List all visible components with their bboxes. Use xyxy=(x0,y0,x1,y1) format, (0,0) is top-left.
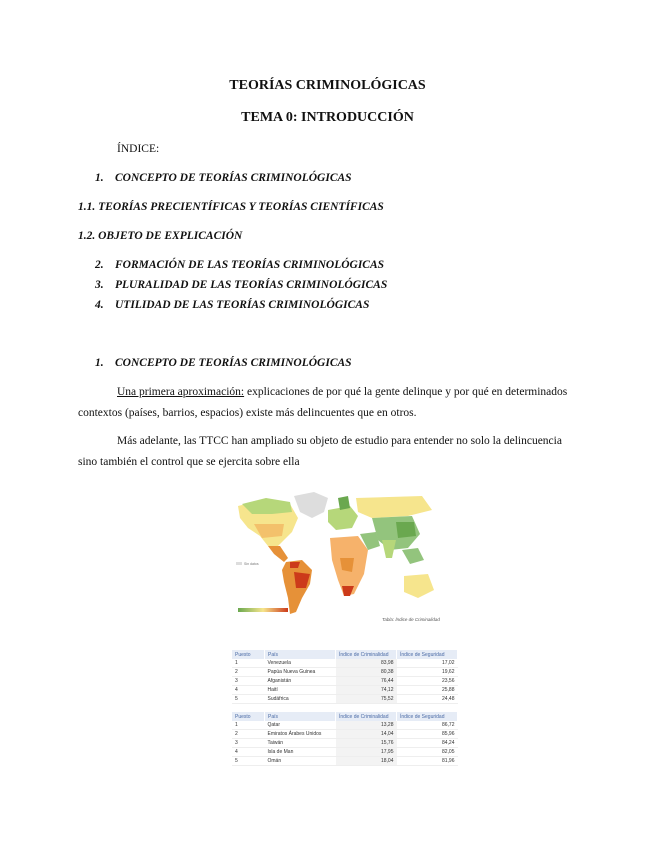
table-cell: 75,52 xyxy=(336,695,397,704)
index-item-number: 1. xyxy=(95,172,104,184)
paragraph-2-line-2: sino también el control que se ejercita sobre ella xyxy=(78,456,300,468)
table-cell: Sudáfrica xyxy=(265,695,336,704)
table-cell: 86,72 xyxy=(397,721,458,730)
table-cell: 3 xyxy=(232,677,265,686)
map-region-russia xyxy=(356,496,432,518)
paragraph-1-line-2: contextos (países, barrios, espacios) existe más delincuentes que en otros. xyxy=(78,407,417,419)
table-cell: 1 xyxy=(232,721,265,730)
table-cell: 5 xyxy=(232,757,265,766)
map-region-southeast-asia xyxy=(402,548,424,564)
table-cell: 4 xyxy=(232,686,265,695)
table-row xyxy=(232,659,458,668)
column-header: Índice de Criminalidad xyxy=(336,650,397,659)
index-item-text: UTILIDAD DE LAS TEORÍAS CRIMINOLÓGICAS xyxy=(115,299,370,311)
table-cell: 14,04 xyxy=(336,730,397,739)
table-cell: 13,28 xyxy=(336,721,397,730)
table-row xyxy=(232,677,458,686)
table-cell: 23,56 xyxy=(397,677,458,686)
table-cell: Afganistán xyxy=(265,677,336,686)
column-header: Índice de Criminalidad xyxy=(336,712,397,721)
table-cell: Omán xyxy=(265,757,336,766)
table-cell: 84,24 xyxy=(397,739,458,748)
map-region-india xyxy=(382,540,396,558)
table-cell: Haití xyxy=(265,686,336,695)
index-item-number: 4. xyxy=(95,299,104,311)
index-item-text: 1.2. OBJETO DE EXPLICACIÓN xyxy=(78,230,243,242)
index-item-text: FORMACIÓN DE LAS TEORÍAS CRIMINOLÓGICAS xyxy=(115,259,385,271)
table-row xyxy=(232,721,458,730)
paragraph-2-line-1: Más adelante, las TTCC han ampliado su objeto de estudio para entender no solo la delincuencia xyxy=(117,435,562,447)
index-item-number: 2. xyxy=(95,259,104,271)
paragraph-1-line-1 xyxy=(117,386,567,398)
table-row xyxy=(232,748,458,757)
map-caption: Tabla: Índice de Criminalidad xyxy=(382,617,440,622)
column-header: Índice de Seguridad xyxy=(397,712,458,721)
table-cell: 1 xyxy=(232,659,265,668)
table-cell: Papúa Nueva Guinea xyxy=(265,668,336,677)
section-number: 1. xyxy=(95,357,104,369)
table-cell: 3 xyxy=(232,739,265,748)
table-cell: 17,95 xyxy=(336,748,397,757)
table-row xyxy=(232,668,458,677)
index-item-text: PLURALIDAD DE LAS TEORÍAS CRIMINOLÓGICAS xyxy=(115,279,388,291)
column-header: Puesto xyxy=(232,712,265,721)
table-row xyxy=(232,739,458,748)
map-region-greenland xyxy=(294,492,328,518)
index-item-2 xyxy=(95,259,384,271)
table-cell: 2 xyxy=(232,668,265,677)
table-cell: 15,76 xyxy=(336,739,397,748)
index-item-text: 1.1. TEORÍAS PRECIENTÍFICAS Y TEORÍAS CIENTÍFICAS xyxy=(78,201,384,213)
section-heading-text: CONCEPTO DE TEORÍAS CRIMINOLÓGICAS xyxy=(115,357,352,369)
document-title: TEORÍAS CRIMINOLÓGICAS xyxy=(229,78,426,93)
map-region-europe xyxy=(328,506,358,530)
table-cell: Isla de Man xyxy=(265,748,336,757)
map-region-central-america xyxy=(268,546,288,562)
map-region-usa xyxy=(254,524,284,538)
map-legend-bar xyxy=(238,608,288,612)
table-cell: 85,96 xyxy=(397,730,458,739)
document-subtitle: TEMA 0: INTRODUCCIÓN xyxy=(241,110,414,125)
table-header-row xyxy=(232,712,458,721)
index-item-1 xyxy=(95,172,352,184)
table-cell: 83,98 xyxy=(336,659,397,668)
table-cell: 24,48 xyxy=(397,695,458,704)
table-cell: 82,05 xyxy=(397,748,458,757)
table-cell: 17,02 xyxy=(397,659,458,668)
map-region-australia xyxy=(404,574,434,598)
index-label: ÍNDICE: xyxy=(117,143,160,155)
index-item-number: 3. xyxy=(95,279,104,291)
table-row xyxy=(232,757,458,766)
index-item-text: CONCEPTO DE TEORÍAS CRIMINOLÓGICAS xyxy=(115,172,352,184)
table-cell: 74,12 xyxy=(336,686,397,695)
index-item-1-2 xyxy=(78,230,242,242)
table-cell: 2 xyxy=(232,730,265,739)
crime-table-top xyxy=(232,650,458,704)
table-cell: 81,96 xyxy=(397,757,458,766)
table-cell: Venezuela xyxy=(265,659,336,668)
table-cell: Qatar xyxy=(265,721,336,730)
table-cell: 25,88 xyxy=(397,686,458,695)
index-item-1-1 xyxy=(78,201,384,213)
crime-table-bottom xyxy=(232,712,458,766)
table-cell: 4 xyxy=(232,748,265,757)
map-region-china xyxy=(396,522,416,538)
table-cell: Taiwán xyxy=(265,739,336,748)
table-cell: 18,04 xyxy=(336,757,397,766)
column-header: País xyxy=(265,712,336,721)
table-cell: 76,44 xyxy=(336,677,397,686)
table-row xyxy=(232,695,458,704)
table-header-row xyxy=(232,650,458,659)
column-header: Puesto xyxy=(232,650,265,659)
table-cell: 5 xyxy=(232,695,265,704)
column-header: Índice de Seguridad xyxy=(397,650,458,659)
section-heading xyxy=(95,357,352,369)
table-row xyxy=(232,686,458,695)
map-region-central-africa xyxy=(340,558,354,572)
column-header: País xyxy=(265,650,336,659)
underlined-term: Una primera aproximación: xyxy=(117,386,245,398)
table-cell: Emiratos Árabes Unidos xyxy=(265,730,336,739)
map-legend-no-data-swatch xyxy=(236,562,242,565)
index-item-4 xyxy=(95,299,369,311)
crime-index-world-map xyxy=(232,488,442,628)
table-row xyxy=(232,730,458,739)
map-legend-no-data-label: Sin datos xyxy=(244,562,259,566)
map-region-scandinavia xyxy=(338,496,350,510)
index-item-3 xyxy=(95,279,387,291)
table-cell: 19,62 xyxy=(397,668,458,677)
table-cell: 80,38 xyxy=(336,668,397,677)
paragraph-text: explicaciones de por qué la gente delinque y por qué en determinados xyxy=(244,386,568,398)
